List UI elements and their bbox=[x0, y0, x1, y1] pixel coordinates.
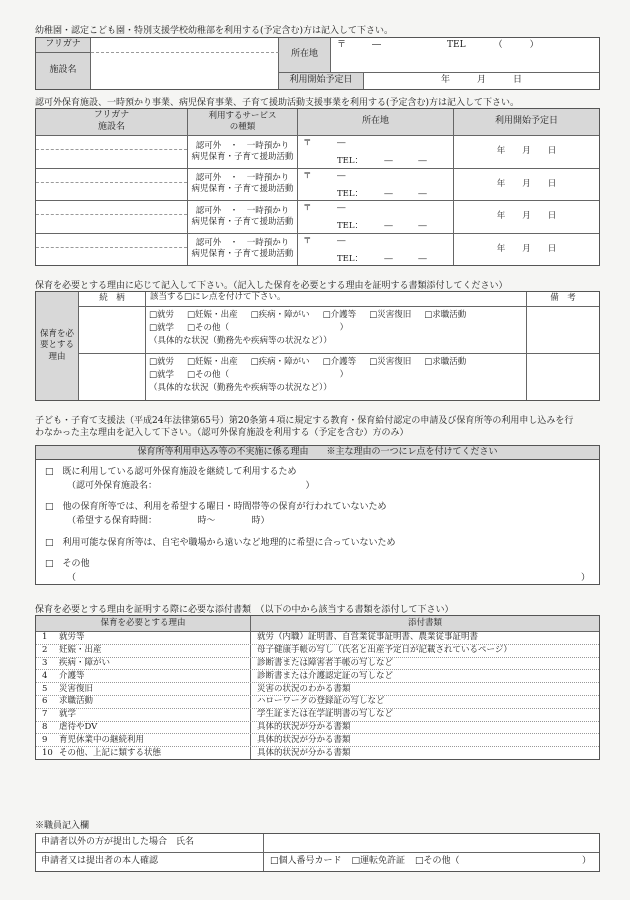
paren-close: ） bbox=[580, 573, 590, 584]
facility-name-label: 施設名 bbox=[36, 53, 91, 89]
attachments-table bbox=[35, 615, 600, 760]
start-date-label: 利用開始予定日 bbox=[279, 73, 364, 89]
section2-table bbox=[35, 108, 600, 266]
note-input[interactable] bbox=[527, 354, 599, 400]
row-number: 8 bbox=[42, 721, 48, 732]
col-header-date: 利用開始予定日 bbox=[454, 109, 599, 135]
attachments-header-doc: 添付書類 bbox=[251, 616, 599, 631]
facility-row bbox=[36, 201, 599, 234]
row-number: 10 bbox=[42, 747, 53, 758]
checkbox-option-nursing[interactable]: □介護等 bbox=[322, 310, 357, 320]
checkbox-option-illness[interactable]: □疾病・障がい bbox=[250, 310, 310, 320]
facility-name-input[interactable] bbox=[36, 169, 188, 201]
not-apply-item bbox=[45, 467, 590, 479]
detail-note: （具体的な状況（勤務先や疾病等の状況など）） bbox=[149, 383, 332, 394]
facility-name-input[interactable] bbox=[91, 53, 279, 89]
start-date-input[interactable]: 年 月 日 bbox=[496, 146, 557, 157]
detail-note: （具体的な状況（勤務先や疾病等の状況など）） bbox=[149, 336, 332, 347]
desired-hours-fill[interactable]: （希望する保育時間： 時～ 時） bbox=[67, 516, 270, 527]
row-number: 2 bbox=[42, 645, 48, 656]
checkbox[interactable]: □ bbox=[45, 537, 54, 548]
checkbox[interactable]: □ bbox=[45, 502, 54, 513]
checkbox-option-employment[interactable]: □就労 bbox=[149, 357, 175, 367]
reason: 育児休業中の継続利用 bbox=[59, 734, 145, 745]
attachment-row bbox=[36, 722, 599, 735]
facility-row bbox=[36, 234, 599, 266]
doc: 具体的状況が分かる書類 bbox=[257, 734, 351, 745]
attachment-row bbox=[36, 670, 599, 683]
address-input[interactable]: 〒 ― TEL： ― ― bbox=[298, 169, 454, 201]
attachment-row bbox=[36, 683, 599, 696]
doc: 災害の状況のわかる書類 bbox=[257, 683, 351, 694]
section4-bar: 保育所等利用申込み等の不実施に係る理由 ※主な理由の一つにレ点を付けてください bbox=[35, 445, 600, 460]
service-type-options[interactable]: 認可外 ・ 一時預かり 病児保育・子育て援助活動 bbox=[188, 136, 298, 168]
col-header-service: 利用するサービス の種類 bbox=[188, 109, 298, 135]
checkbox-option-jobsearch[interactable]: □求職活動 bbox=[424, 357, 467, 367]
facility-name-input[interactable] bbox=[36, 136, 188, 168]
reason-side-label: 保育を必要とする理由 bbox=[36, 292, 79, 400]
row-number: 5 bbox=[42, 683, 48, 694]
furigana-label: フリガナ bbox=[36, 38, 91, 53]
reason-text: その他 bbox=[62, 559, 90, 570]
facility-name-fill[interactable]: （認可外保育施設名： ） bbox=[67, 480, 315, 491]
staff-row bbox=[36, 834, 599, 853]
not-apply-item bbox=[45, 538, 590, 550]
reason: 求職活動 bbox=[59, 696, 94, 707]
checkbox[interactable]: □ bbox=[45, 467, 54, 477]
checkbox-option-disaster[interactable]: □災害復旧 bbox=[369, 357, 412, 367]
reason: 虐待やDV bbox=[59, 721, 98, 732]
check-header: 該当する□にレ点を付けて下さい。 bbox=[146, 292, 527, 306]
address-input[interactable]: 〒 ― TEL： ― ― bbox=[298, 136, 454, 168]
reason-text: 既に利用している認可外保育施設を継続して利用するため bbox=[62, 467, 297, 477]
row-number: 1 bbox=[42, 632, 48, 643]
facility-row bbox=[36, 136, 599, 169]
checkbox[interactable]: □ bbox=[45, 559, 54, 570]
checkbox-option-school[interactable]: □就学 bbox=[149, 323, 175, 334]
submitter-name-label: 申請者以外の方が提出した場合 氏名 bbox=[36, 834, 264, 852]
postal-dash: ― bbox=[372, 40, 382, 50]
reason-row bbox=[79, 354, 599, 400]
doc: 診断書または障害者手帳の写しなど bbox=[257, 657, 394, 668]
service-type-options[interactable]: 認可外 ・ 一時預かり 病児保育・子育て援助活動 bbox=[188, 201, 298, 233]
start-date-input[interactable]: 年 月 日 bbox=[496, 178, 557, 189]
relation-header: 続 柄 bbox=[79, 292, 146, 306]
other-reason-fill[interactable] bbox=[67, 573, 590, 585]
reason-row bbox=[79, 307, 599, 354]
address-input[interactable] bbox=[331, 38, 599, 72]
checkbox-option-employment[interactable]: □就労 bbox=[149, 310, 175, 320]
reason: 疾病・障がい bbox=[59, 657, 111, 668]
not-apply-item bbox=[45, 559, 590, 571]
reason: 災害復旧 bbox=[59, 683, 94, 694]
attachment-row bbox=[36, 734, 599, 747]
note-header: 備 考 bbox=[550, 293, 576, 304]
paren-close: ） bbox=[581, 856, 591, 866]
attachment-row bbox=[36, 747, 599, 759]
reason: 就学 bbox=[59, 709, 77, 720]
facility-row bbox=[36, 169, 599, 202]
reason: 介護等 bbox=[59, 670, 85, 681]
staff-table bbox=[35, 833, 600, 872]
tel-input[interactable]: （ ） bbox=[493, 40, 539, 50]
attachments-header-reason: 保育を必要とする理由 bbox=[36, 616, 251, 631]
submitter-name-input[interactable] bbox=[264, 834, 599, 852]
service-type-options[interactable]: 認可外 ・ 一時預かり 病児保育・子育て援助活動 bbox=[188, 234, 298, 266]
attachment-row bbox=[36, 658, 599, 671]
section1-table bbox=[35, 37, 600, 90]
row-number: 9 bbox=[42, 734, 48, 745]
start-date-input[interactable]: 年 月 日 bbox=[496, 243, 557, 254]
doc: 就労（内職）証明書、自営業従事証明書、農業従事証明書 bbox=[257, 632, 479, 643]
address-input[interactable]: 〒 ― TEL： ― ― bbox=[298, 201, 454, 233]
checkbox-option-mynumber-card[interactable]: □個人番号カード bbox=[270, 856, 342, 866]
reason: その他、上記に類する状態 bbox=[59, 747, 162, 758]
checkbox-option-pregnancy[interactable]: □妊娠・出産 bbox=[187, 357, 238, 367]
checkbox-option-disaster[interactable]: □災害復旧 bbox=[369, 310, 412, 320]
paren-open: （ bbox=[67, 573, 77, 584]
col-header-address: 所在地 bbox=[298, 109, 454, 135]
doc: 診断書または介護認定証の写しなど bbox=[257, 670, 394, 681]
tel-label: TEL bbox=[447, 40, 466, 50]
service-type-options[interactable]: 認可外 ・ 一時預かり 病児保育・子育て援助活動 bbox=[188, 169, 298, 201]
attachment-row bbox=[36, 645, 599, 658]
doc: 具体的状況が分かる書類 bbox=[257, 747, 351, 758]
attachment-row bbox=[36, 709, 599, 722]
checkbox-option-illness[interactable]: □疾病・障がい bbox=[250, 357, 310, 367]
section3-table bbox=[35, 291, 600, 401]
start-date-input[interactable]: 年 月 日 bbox=[440, 75, 522, 86]
postal-mark: 〒 bbox=[337, 40, 347, 50]
checkbox-option-jobsearch[interactable]: □求職活動 bbox=[424, 310, 467, 320]
doc: 母子健康手帳の写し（氏名と出産予定日が記載されているページ） bbox=[257, 645, 512, 656]
checkbox-option-other[interactable]: □その他（ ） bbox=[187, 370, 349, 381]
identity-check-label: 申請者又は提出者の本人確認 bbox=[36, 853, 264, 871]
section5-title: 保育を必要とする理由を証明する際に必要な添付書類 （以下の中から該当する書類を添付して下さい） bbox=[35, 605, 454, 615]
attachment-row bbox=[36, 632, 599, 645]
checkbox-option-school[interactable]: □就学 bbox=[149, 370, 175, 381]
checkbox-option-pregnancy[interactable]: □妊娠・出産 bbox=[187, 310, 238, 320]
row-number: 7 bbox=[42, 709, 48, 720]
col-header-name: フリガナ 施設名 bbox=[36, 109, 188, 135]
address-label: 所在地 bbox=[279, 38, 331, 72]
section4-intro: 子ども・子育て支援法（平成24年法律第65号）第20条第４項に規定する教育・保育給付認定の申請及び保育所等の利用申し込みを行 わなかった主な理由を記入して下さい。（認可外保育施設を利用する（予定を含む）方のみ） bbox=[35, 416, 574, 438]
not-apply-item bbox=[45, 502, 590, 514]
relation-input[interactable] bbox=[79, 354, 146, 400]
doc: 学生証または在学証明書の写しなど bbox=[257, 709, 394, 720]
row-number: 4 bbox=[42, 670, 48, 681]
doc: ハローワークの登録証の写しなど bbox=[257, 696, 385, 707]
row-number: 6 bbox=[42, 696, 48, 707]
reason-text: 他の保育所等では、利用を希望する曜日・時間帯等の保育が行われていないため bbox=[62, 502, 387, 513]
section6-title: ※職員記入欄 bbox=[35, 821, 90, 831]
relation-input[interactable] bbox=[79, 307, 146, 353]
reason-text: 利用可能な保育所等は、自宅や職場から遠いなど地理的に希望に合っていないため bbox=[62, 537, 396, 548]
row-number: 3 bbox=[42, 657, 48, 668]
staff-row bbox=[36, 853, 599, 871]
facility-name-input[interactable] bbox=[36, 201, 188, 233]
section3-title: 保育を必要とする理由に応じて記入して下さい。（記入した保育を必要とする理由を証明する書類添付してください） bbox=[35, 281, 508, 291]
reason: 就労等 bbox=[59, 632, 85, 643]
checkbox-option-other[interactable]: □その他（ ） bbox=[187, 323, 349, 334]
address-input[interactable]: 〒 ― TEL： ― ― bbox=[298, 234, 454, 266]
furigana-input[interactable] bbox=[91, 38, 279, 53]
section4-box bbox=[35, 460, 600, 585]
checkbox-option-nursing[interactable]: □介護等 bbox=[322, 357, 357, 367]
facility-name-input[interactable] bbox=[36, 234, 188, 266]
section1-title: 幼稚園・認定こども園・特別支援学校幼稚部を利用する(予定含む)方は記入して下さい。 bbox=[35, 26, 394, 36]
doc: 具体的状況が分かる書類 bbox=[257, 721, 351, 732]
note-input[interactable] bbox=[527, 307, 599, 353]
checkbox-option-drivers-license[interactable]: □運転免許証 bbox=[351, 856, 406, 866]
attachment-row bbox=[36, 696, 599, 709]
start-date-input[interactable]: 年 月 日 bbox=[496, 211, 557, 222]
section2-title: 認可外保育施設、一時預かり事業、病児保育事業、子育て援助活動支援事業を利用する(予定含む)方は記入して下さい。 bbox=[35, 98, 520, 108]
reason: 妊娠・出産 bbox=[59, 645, 102, 656]
checkbox-option-other-id[interactable]: □その他（ bbox=[415, 856, 460, 866]
